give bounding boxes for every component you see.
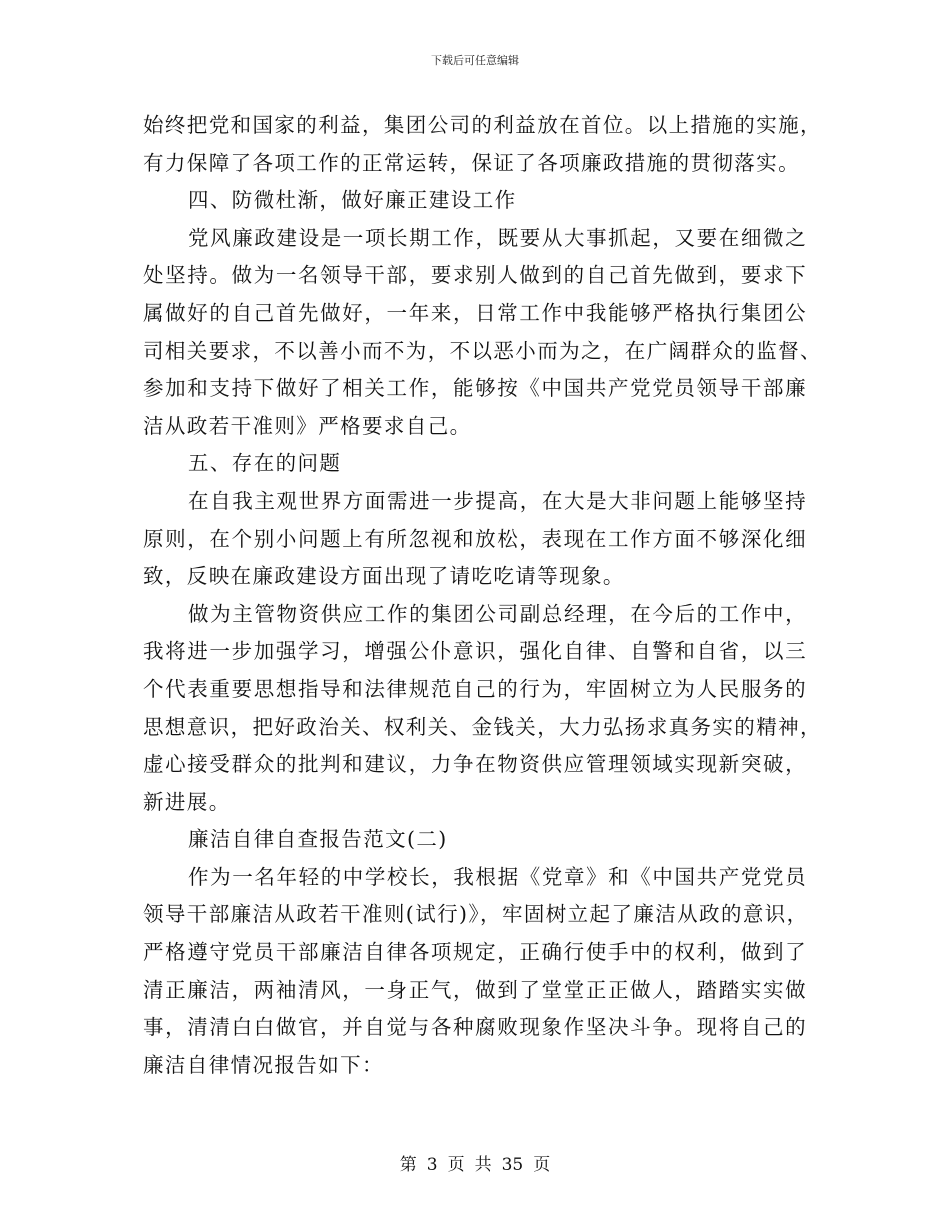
text-line: 领导干部廉洁从政若干准则(试行)》，牢固树立起了廉洁从政的意识，	[143, 902, 809, 927]
text-line: 属做好的自己首先做好，一年来，日常工作中我能够严格执行集团公	[143, 300, 807, 325]
text-line: 清正廉洁，两袖清风，一身正气，做到了堂堂正正做人，踏踏实实做	[143, 977, 807, 1002]
total-pages-number: 35	[501, 1155, 524, 1175]
text-line: 虚心接受群众的批判和建议，力争在物资供应管理领域实现新突破，	[143, 752, 807, 777]
text-line: 洁从政若干准则》严格要求自己。	[143, 413, 472, 438]
text-line: 我将进一步加强学习，增强公仆意识，强化自律、自警和自省，以三	[143, 639, 807, 664]
footer-prefix: 第	[399, 1155, 417, 1175]
section-heading: 四、防微杜渐，做好廉正建设工作	[188, 188, 517, 213]
text-line: 始终把党和国家的利益，集团公司的利益放在首位。以上措施的实施，	[143, 113, 822, 137]
text-line: 思想意识，把好政治关、权利关、金钱关，大力弘扬求真务实的精神，	[143, 714, 822, 739]
text-line: 致，反映在廉政建设方面出现了请吃吃请等现象。	[143, 564, 625, 589]
text-line: 事，清清白白做官，并自觉与各种腐败现象作坚决斗争。现将自己的	[143, 1015, 807, 1040]
text-line: 严格遵守党员干部廉洁自律各项规定，正确行使手中的权利，做到了	[143, 940, 807, 965]
footer-total-prefix: 共	[474, 1155, 492, 1175]
text-line: 个代表重要思想指导和法律规范自己的行为，牢固树立为人民服务的	[143, 676, 807, 701]
section-heading: 廉洁自律自查报告范文(二)	[188, 827, 448, 852]
current-page-number: 3	[426, 1155, 438, 1175]
page-footer	[0, 1155, 950, 1175]
document-body	[143, 107, 822, 1084]
text-line: 司相关要求，不以善小而不为，不以恶小而为之，在广阔群众的监督、	[143, 338, 822, 363]
footer-page-label: 页	[447, 1155, 465, 1175]
text-line: 廉洁自律情况报告如下：	[143, 1052, 384, 1077]
text-line: 在自我主观世界方面需进一步提高，在大是大非问题上能够坚持	[188, 488, 807, 513]
text-line: 新进展。	[143, 789, 231, 814]
text-line: 作为一名年轻的中学校长，我根据《党章》和《中国共产党党员	[188, 864, 807, 889]
text-line: 党风廉政建设是一项长期工作，既要从大事抓起，又要在细微之	[188, 225, 807, 250]
text-line: 做为主管物资供应工作的集团公司副总经理，在今后的工作中，	[188, 601, 807, 626]
text-line: 原则，在个别小问题上有所忽视和放松，表现在工作方面不够深化细	[143, 526, 807, 551]
page-header-note: 下载后可任意编辑	[431, 54, 519, 67]
text-line: 处坚持。做为一名领导干部，要求别人做到的自己首先做到，要求下	[143, 263, 807, 288]
text-line: 有力保障了各项工作的正常运转，保证了各项廉政措施的贯彻落实。	[143, 150, 800, 175]
footer-total-label: 页	[533, 1155, 551, 1175]
text-line: 参加和支持下做好了相关工作，能够按《中国共产党党员领导干部廉	[143, 376, 807, 401]
section-heading: 五、存在的问题	[188, 451, 342, 476]
